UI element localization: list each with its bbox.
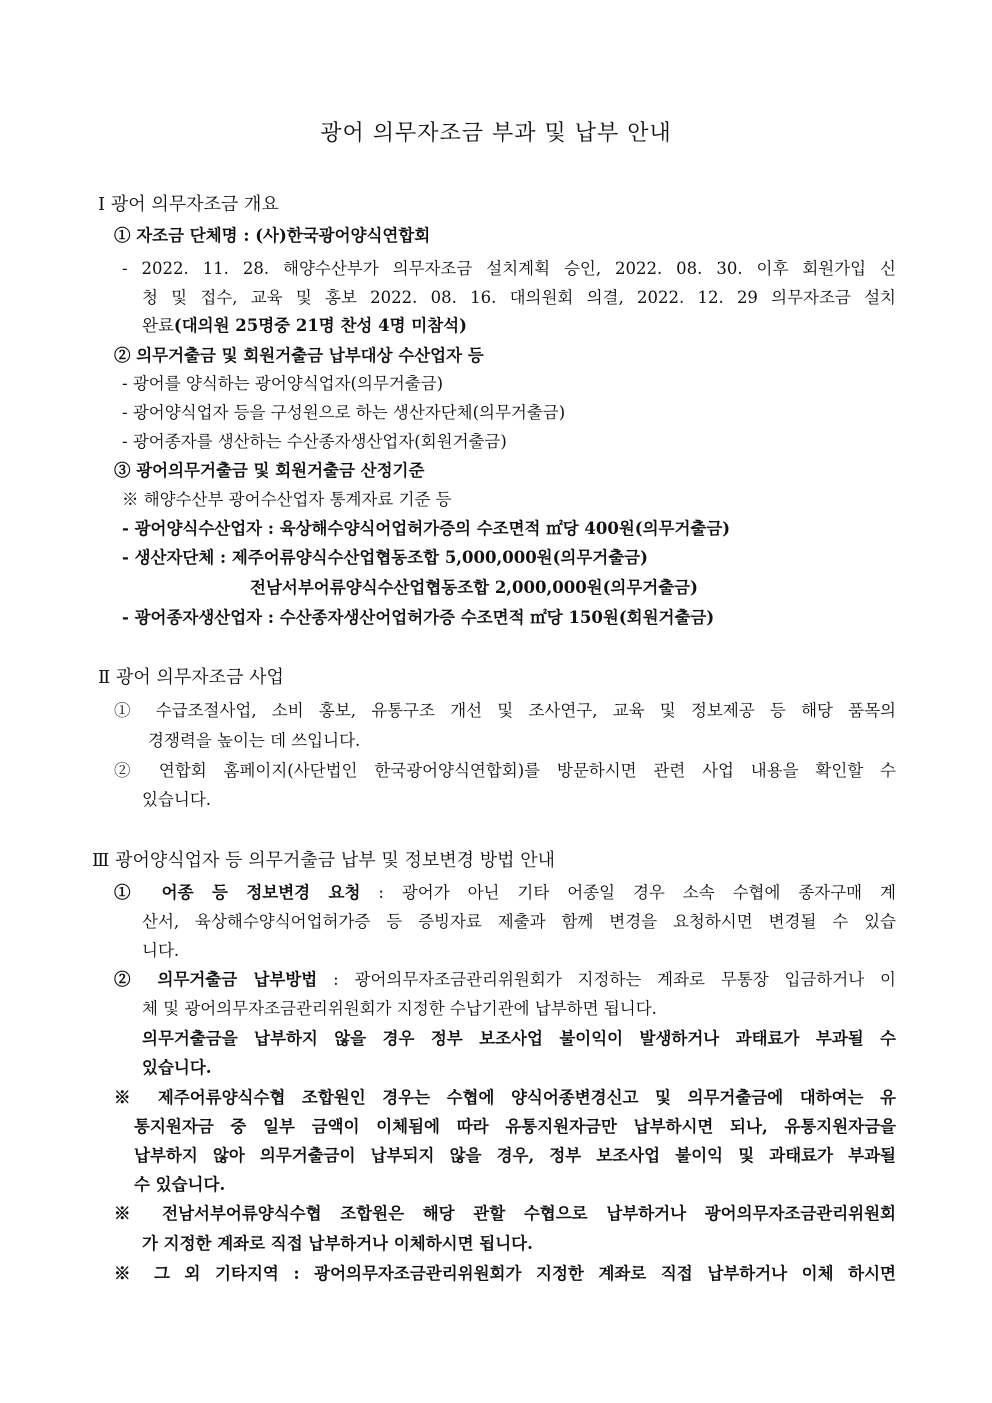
section3-item1-line3: 니다. (142, 941, 180, 960)
section1-item3-label: ③ 광어의무거출금 및 회원거출금 산정기준 (114, 461, 425, 480)
section1-item3-line3: 전남서부어류양식수산업협동조합 2,000,000원(의무거출금) (250, 578, 698, 597)
section2-item2-line1: ② 연합회 홈페이지(사단법인 한국광어양식연합회)를 방문하시면 관련 사업 내용을 확인할 수 (114, 761, 896, 780)
section1-item2-line2: - 광어양식업자 등을 구성원으로 하는 생산자단체(의무거출금) (122, 403, 566, 422)
section3-note1-line3: 납부하지 않아 의무거출금이 납부되지 않을 경우, 정부 보조사업 불이익 및 과태료가 부과될 (134, 1146, 896, 1165)
section2-heading: Ⅱ 광어 의무자조금 사업 (98, 667, 284, 688)
section1-item2-line1: - 광어를 양식하는 광어양식업자(의무거출금) (122, 374, 444, 393)
section1-item3-line1: - 광어양식수산업자 : 육상해수양식어업허가증의 수조면적 ㎡당 400원(의무거출금) (122, 519, 731, 538)
document-title: 광어 의무자조금 부과 및 납부 안내 (320, 121, 672, 146)
section1-item1-line3-a: 완료 (142, 316, 174, 335)
section3-item2-line3: 의무거출금을 납부하지 않을 경우 정부 보조사업 불이익이 발생하거나 과태료가 부과될 수 (142, 1029, 896, 1048)
section3-item2-label: ② 의무거출금 납부방법 (114, 970, 318, 989)
section3-item2-line2: 체 및 광어의무자조금관리위원회가 지정한 수납기관에 납부하면 됩니다. (142, 999, 657, 1018)
section1-item1-line1: - 2022. 11. 28. 해양수산부가 의무자조금 설치계획 승인, 2022. 08. 30. 이후 회원가입 신 (122, 259, 896, 278)
section2-item1-line1: ① 수급조절사업, 소비 홍보, 유통구조 개선 및 조사연구, 교육 및 정보제공 등 해당 품목의 (114, 701, 897, 720)
section3-note3-line1: ※ 그 외 기타지역 : 광어의무자조금관리위원회가 지정한 계좌로 직접 납부하거나 이체 하시면 (114, 1264, 896, 1283)
section1-item2-line3: - 광어종자를 생산하는 수산종자생산업자(회원거출금) (122, 432, 507, 451)
section1-item1-line3-b: (대의원 25명중 21명 찬성 4명 미참석) (173, 316, 467, 335)
section3-note2-line1: ※ 전남서부어류양식수협 조합원은 해당 관할 수협으로 납부하거나 광어의무자조금관리위원회 (114, 1204, 896, 1223)
section1-item3-note: ※ 해양수산부 광어수산업자 통계자료 기준 등 (122, 490, 452, 509)
section3-item2-text: : 광어의무자조금관리위원회가 지정하는 계좌로 무통장 입금하거나 이 (317, 970, 896, 989)
section3-item1-text: : 광어가 아닌 기타 어종일 경우 소속 수협에 종자구매 계 (360, 883, 896, 902)
section2-item1-line2: 경쟁력을 높이는 데 쓰입니다. (148, 731, 361, 750)
section1-item3-line2: - 생산자단체 : 제주어류양식수산업협동조합 5,000,000원(의무거출금) (122, 548, 648, 567)
section1-heading: Ⅰ 광어 의무자조금 개요 (98, 194, 279, 215)
section1-item1-line3 (142, 312, 467, 336)
section3-item1-line2: 산서, 육상해수양식어업허가증 등 증빙자료 제출과 함께 변경을 요청하시면 변경될 수 있습 (142, 912, 896, 931)
section1-item1-label: ① 자조금 단체명 : (사)한국광어양식연합회 (114, 226, 431, 245)
section3-note2-line2: 가 지정한 계좌로 직접 납부하거나 이체하시면 됩니다. (142, 1234, 533, 1253)
section3-note1-line1: ※ 제주어류양식수협 조합원인 경우는 수협에 양식어종변경신고 및 의무거출금에 대하여는 유 (114, 1088, 896, 1107)
section1-item1-line2: 청 및 접수, 교육 및 홍보 2022. 08. 16. 대의원회 의결, 2022. 12. 29 의무자조금 설치 (142, 288, 896, 307)
section1-item3-line4: - 광어종자생산업자 : 수산종자생산어업허가증 수조면적 ㎡당 150원(회원거출금) (122, 608, 715, 627)
section3-item1-line1 (114, 879, 896, 903)
section1-item2-label: ② 의무거출금 및 회원거출금 납부대상 수산업자 등 (114, 346, 484, 365)
section2-item2-line2: 있습니다. (142, 790, 212, 809)
section3-item2-line1 (114, 966, 896, 990)
section3-heading: Ⅲ 광어양식업자 등 의무거출금 납부 및 정보변경 방법 안내 (92, 850, 556, 871)
section3-item2-line4: 있습니다. (142, 1058, 212, 1077)
section3-note1-line4: 수 있습니다. (134, 1175, 226, 1194)
section3-note1-line2: 통지원자금 중 일부 금액이 이체됨에 따라 유통지원자금만 납부하시면 되나, 유통지원자금을 (134, 1117, 896, 1136)
section3-item1-label: ① 어종 등 정보변경 요청 (114, 883, 361, 902)
